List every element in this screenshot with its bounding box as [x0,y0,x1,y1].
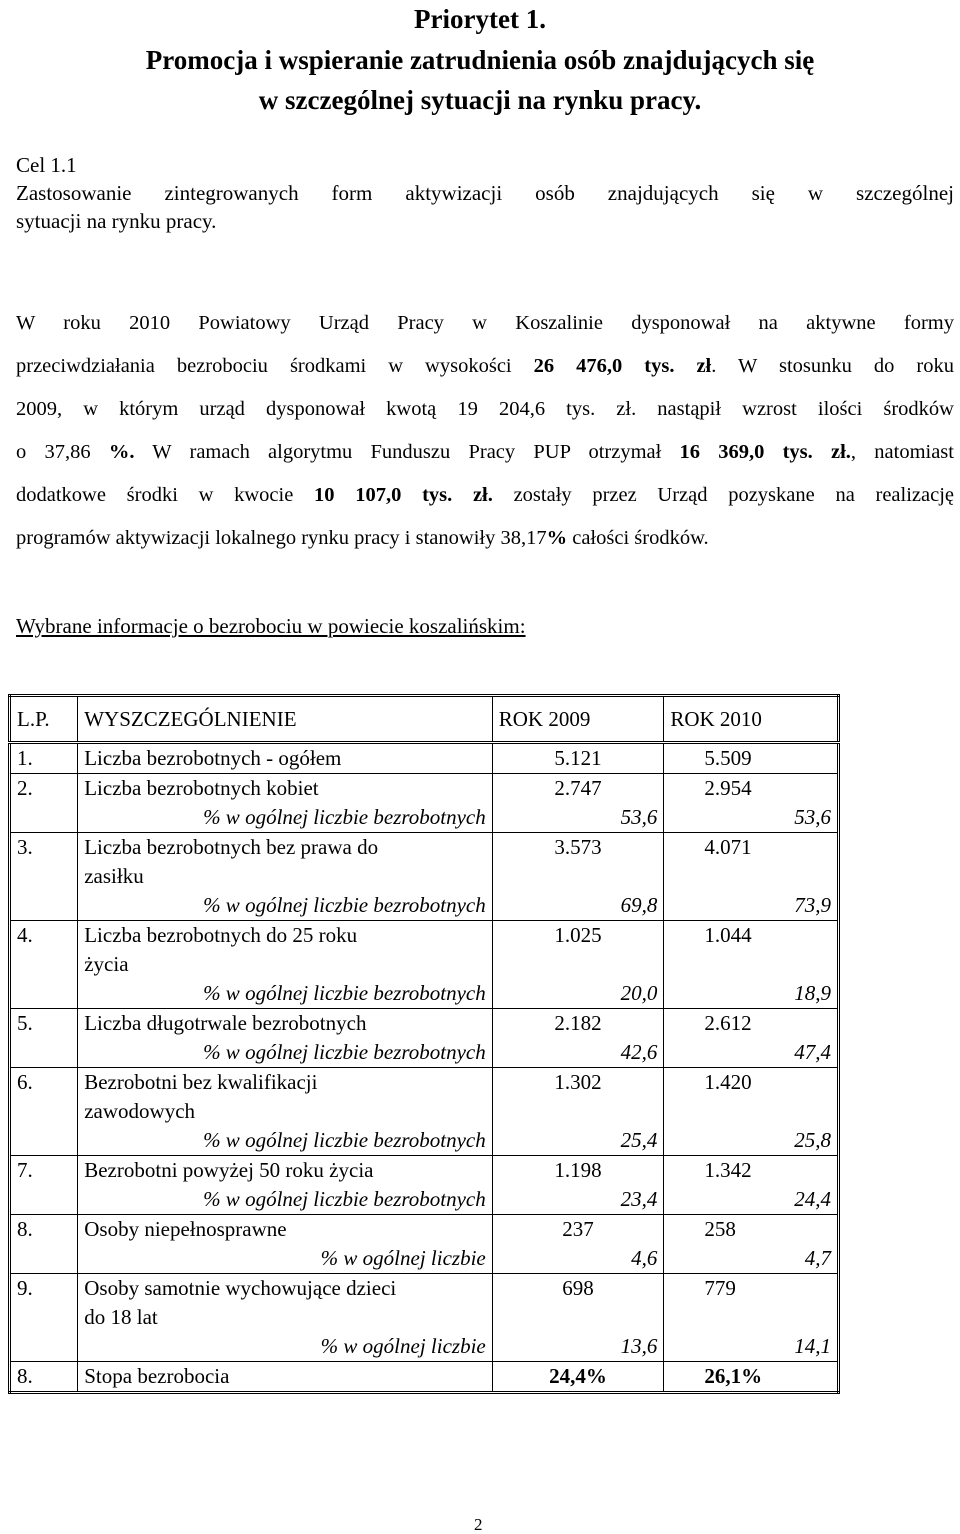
unemployment-table [8,694,840,1394]
priority-subtitle-line1: Promocja i wspieranie zatrudnienia osób znajdujących się [145,45,815,75]
table-header-row [10,696,839,743]
page-title: Priorytet 1. [414,4,546,34]
section-title: Wybrane informacje o bezrobociu w powiecie koszalińskim: [16,614,526,638]
percent-2009: 4,6 [631,1246,658,1270]
row-lp: 4. [10,921,78,1009]
paragraph-amount: 10 107,0 tys. zł. [314,484,493,506]
value-2010: 1.044 [704,923,752,947]
paragraph-text: zostały przez Urząd pozyskane na realizację [492,484,954,506]
spacer [499,950,658,979]
row-description [78,774,493,833]
value-2009: 3.573 [554,835,602,859]
row-description [78,1009,493,1068]
paragraph-line-2 [16,351,954,381]
row-description [78,1215,493,1274]
paragraph-text: przeciwdziałania bezrobociu środkami w wysokości [16,355,534,377]
row-value-2010 [664,1156,839,1215]
row-description [78,743,493,774]
row-description [78,1156,493,1215]
paragraph-percent: % [546,527,568,549]
value-2010: 5.509 [704,746,752,770]
header-year-2010: ROK 2010 [664,696,839,743]
row-value-2009 [492,1215,664,1274]
percent-2010: 47,4 [794,1040,831,1064]
value-2009: 2.747 [554,776,602,800]
table-row [10,743,839,774]
value-2009: 5.121 [554,746,602,770]
row-label-continued: życia [84,952,129,976]
value-2010: 258 [704,1217,736,1241]
header-lp: L.P. [10,696,78,743]
percent-2010: 18,9 [794,981,831,1005]
row-percent-label: % w ogólnej liczbie [320,1334,486,1358]
percent-2009: 13,6 [620,1334,658,1358]
percent-2010: 4,7 [804,1246,831,1270]
row-label-continued: do 18 lat [84,1305,158,1329]
row-label: Liczba bezrobotnych bez prawa do [84,835,379,859]
row-label: Osoby niepełnosprawne [84,1217,287,1241]
table-row [10,1274,839,1362]
row-lp: 8. [10,1215,78,1274]
row-lp: 2. [10,774,78,833]
value-2010: 1.342 [704,1158,752,1182]
paragraph-amount: 26 476,0 tys. zł [533,355,712,377]
goal-label: Cel 1.1 [16,153,77,177]
percent-2009: 53,6 [620,805,658,829]
value-2010: 2.612 [704,1011,752,1035]
value-2010: 779 [704,1276,736,1300]
row-value-2010 [664,743,839,774]
percent-2010: 53,6 [794,805,831,829]
row-value-2010 [664,1009,839,1068]
header-year-2009: ROK 2009 [492,696,664,743]
spacer [499,1097,658,1126]
row-value-2010 [664,1274,839,1362]
row-description [78,1068,493,1156]
row-description [78,1362,493,1393]
row-label-continued: zasiłku [84,864,144,888]
row-label: Bezrobotni bez kwalifikacji [84,1070,318,1094]
row-value-2010 [664,1068,839,1156]
row-percent-label: % w ogólnej liczbie [320,1246,486,1270]
row-value-2010 [664,921,839,1009]
row-value-2009 [492,921,664,1009]
value-2009: 237 [562,1217,594,1241]
row-label: Liczba bezrobotnych kobiet [84,776,319,800]
row-lp: 8. [10,1362,78,1393]
table-row [10,1215,839,1274]
row-value-2009 [492,1009,664,1068]
row-percent-label: % w ogólnej liczbie bezrobotnych [203,805,486,829]
row-label: Liczba bezrobotnych do 25 roku [84,923,358,947]
row-description [78,921,493,1009]
row-label: Liczba długotrwale bezrobotnych [84,1011,367,1035]
row-label: Bezrobotni powyżej 50 roku życia [84,1158,374,1182]
value-2009: 24,4% [549,1364,607,1388]
row-percent-label: % w ogólnej liczbie bezrobotnych [203,1040,486,1064]
row-lp: 7. [10,1156,78,1215]
row-value-2009 [492,1068,664,1156]
paragraph-line-6 [16,523,954,553]
row-value-2009 [492,1156,664,1215]
row-value-2010 [664,1362,839,1393]
page-number: 2 [474,1515,483,1534]
percent-2009: 42,6 [620,1040,658,1064]
row-percent-label: % w ogólnej liczbie bezrobotnych [203,1128,486,1152]
row-lp: 1. [10,743,78,774]
spacer [499,862,658,891]
value-2010: 4.071 [704,835,752,859]
percent-2010: 14,1 [794,1334,831,1358]
paragraph-line-1: W roku 2010 Powiatowy Urząd Pracy w Koszalinie dysponował na aktywne formy [16,312,954,334]
spacer [670,1097,831,1126]
value-2010: 1.420 [704,1070,752,1094]
row-value-2009 [492,1274,664,1362]
row-label-continued: zawodowych [84,1099,196,1123]
spacer [670,862,831,891]
table-row [10,1009,839,1068]
row-value-2010 [664,774,839,833]
row-description [78,1274,493,1362]
row-value-2009 [492,833,664,921]
paragraph-text: W ramach algorytmu Funduszu Pracy PUP otrzymał [134,441,680,463]
table-row [10,833,839,921]
value-2009: 1.025 [554,923,602,947]
value-2009: 698 [562,1276,594,1300]
row-label: Stopa bezrobocia [84,1364,230,1388]
priority-subtitle-line2: w szczególnej sytuacji na rynku pracy. [258,85,702,115]
paragraph-text: . W stosunku do roku [711,355,954,377]
row-percent-label: % w ogólnej liczbie bezrobotnych [203,981,486,1005]
row-label: Osoby samotnie wychowujące dzieci [84,1276,397,1300]
row-lp: 6. [10,1068,78,1156]
percent-2010: 73,9 [794,893,831,917]
paragraph-line-5 [16,480,954,510]
paragraph-text: całości środków. [567,527,709,549]
value-2009: 2.182 [554,1011,602,1035]
table-row [10,1068,839,1156]
table-row [10,1362,839,1393]
goal-text-line2: sytuacji na rynku pracy. [16,209,217,233]
paragraph-amount: 16 369,0 tys. zł. [679,441,851,463]
percent-2010: 24,4 [794,1187,831,1211]
value-2009: 1.302 [554,1070,602,1094]
paragraph-percent: %. [108,441,135,463]
row-value-2009 [492,774,664,833]
percent-2010: 25,8 [794,1128,831,1152]
row-description [78,833,493,921]
spacer [499,1303,658,1332]
paragraph-line-4 [16,437,954,467]
row-percent-label: % w ogólnej liczbie bezrobotnych [203,1187,486,1211]
percent-2009: 20,0 [620,981,658,1005]
header-description: WYSZCZEGÓLNIENIE [78,696,493,743]
value-2010: 26,1% [704,1364,763,1388]
row-lp: 5. [10,1009,78,1068]
row-lp: 9. [10,1274,78,1362]
table-row [10,774,839,833]
row-percent-label: % w ogólnej liczbie bezrobotnych [203,893,486,917]
row-lp: 3. [10,833,78,921]
paragraph-text: , natomiast [850,441,954,463]
row-label: Liczba bezrobotnych - ogółem [84,746,342,770]
paragraph-text: dodatkowe środki w kwocie [16,484,315,506]
paragraph-text: o 37,86 [16,441,109,463]
value-2010: 2.954 [704,776,752,800]
percent-2009: 25,4 [620,1128,658,1152]
percent-2009: 69,8 [620,893,658,917]
row-value-2010 [664,1215,839,1274]
paragraph-text: programów aktywizacji lokalnego rynku pracy i stanowiły 38,17 [16,527,547,549]
spacer [670,1303,831,1332]
table-row [10,921,839,1009]
row-value-2010 [664,833,839,921]
table-row [10,1156,839,1215]
row-value-2009 [492,1362,664,1393]
percent-2009: 23,4 [620,1187,658,1211]
goal-text-line1: Zastosowanie zintegrowanych form aktywizacji osób znajdujących się w szczególnej [16,181,954,205]
row-value-2009 [492,743,664,774]
spacer [670,950,831,979]
paragraph-line-3: 2009, w którym urząd dysponował kwotą 19 204,6 tys. zł. nastąpił wzrost ilości środków [16,398,954,420]
value-2009: 1.198 [554,1158,602,1182]
